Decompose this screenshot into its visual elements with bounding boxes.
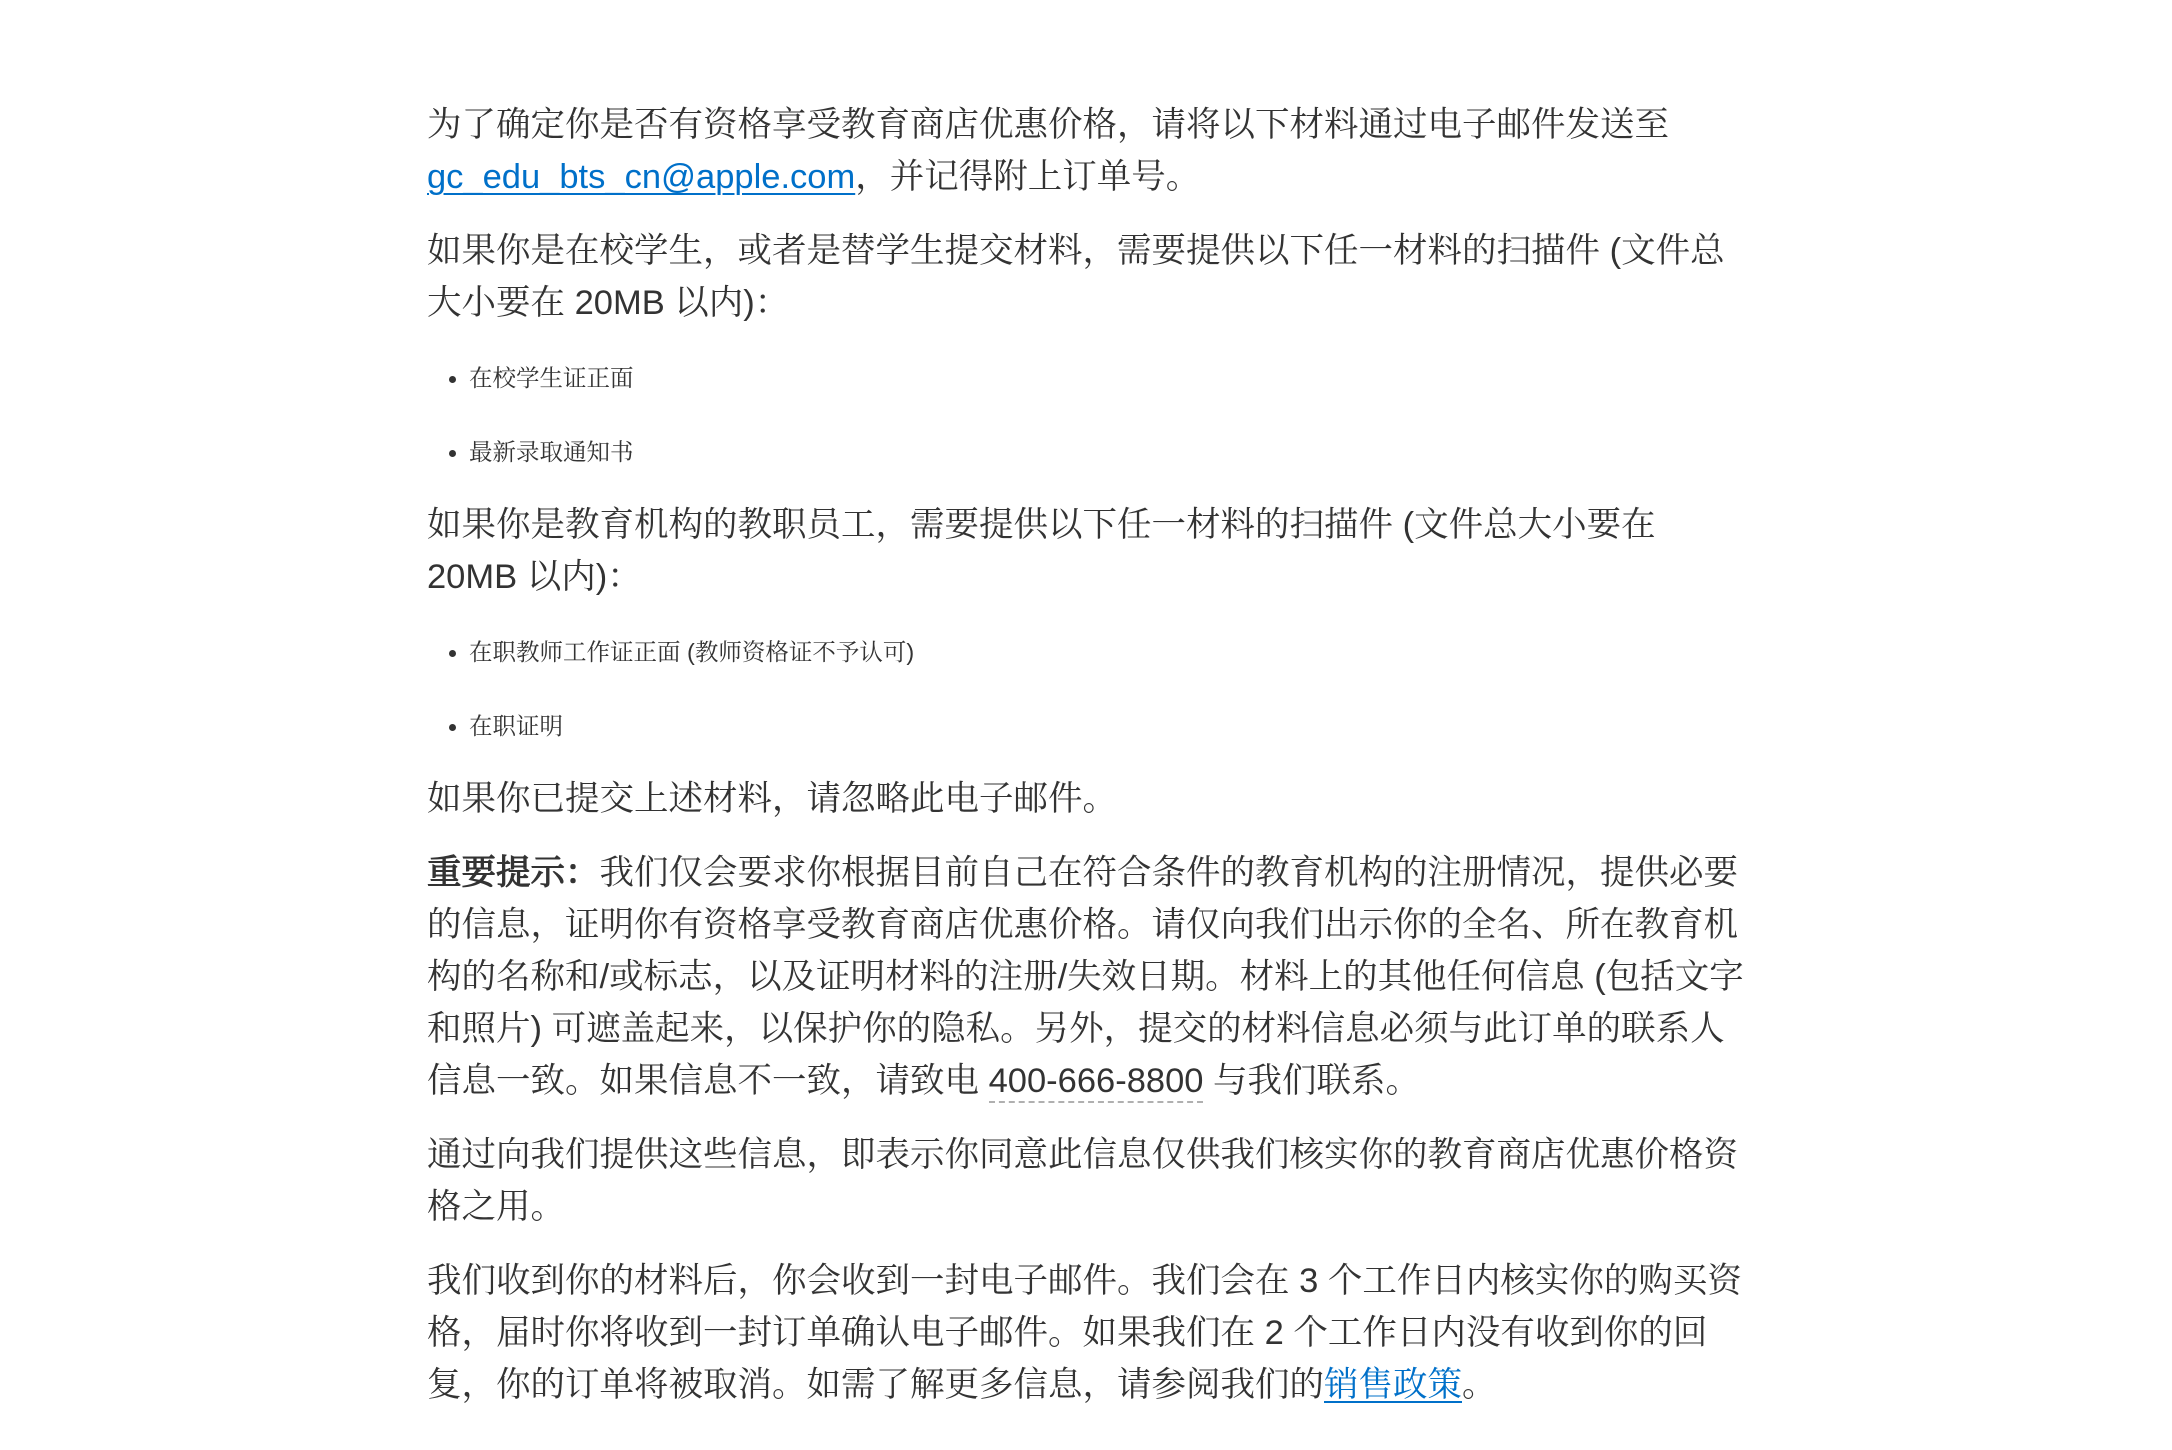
process-paragraph xyxy=(427,1255,1749,1411)
important-label: 重要提示： xyxy=(427,854,600,892)
intro-text: 为了确定你是否有资格享受教育商店优惠价格，请将以下材料通过电子邮件发送至 xyxy=(427,106,1669,144)
staff-list xyxy=(427,615,1749,763)
email-body xyxy=(427,99,1749,1433)
list-item: • 最新录取通知书 xyxy=(469,415,1749,489)
intro-text-after: ，并记得附上订单号。 xyxy=(855,158,1201,196)
students-paragraph: 如果你是在校学生，或者是替学生提交材料，需要提供以下任一材料的扫描件 (文件总大小要在 20MB 以内)： xyxy=(427,232,1725,322)
sales-policy-link[interactable]: 销售政策 xyxy=(1324,1366,1462,1404)
staff-paragraph: 如果你是教育机构的教职员工，需要提供以下任一材料的扫描件 (文件总大小要在 20MB 以内)： xyxy=(427,506,1656,596)
email-link[interactable]: gc_edu_bts_cn@apple.com xyxy=(427,158,856,196)
consent-paragraph: 通过向我们提供这些信息，即表示你同意此信息仅供我们核实你的教育商店优惠价格资格之用。 xyxy=(427,1136,1738,1226)
list-item: • 在职教师工作证正面 (教师资格证不予认可) xyxy=(469,615,1749,689)
list-item: • 在校学生证正面 xyxy=(469,341,1749,415)
process-text: 我们收到你的材料后，你会收到一封电子邮件。我们会在 3 个工作日内核实你的购买资格，届时你将收到一封订单确认电子邮件。如果我们在 2 个工作日内没有收到你的回复，你的订单将被取消。如需了解更多信息，请参阅我们的 xyxy=(427,1262,1742,1404)
important-text: 我们仅会要求你根据目前自己在符合条件的教育机构的注册情况，提供必要的信息，证明你有资格享受教育商店优惠价格。请仅向我们出示你的全名、所在教育机构的名称和/或标志，以及证明材料的注册/失效日期。材料上的其他任何信息 (包括文字和照片) 可遮盖起来，以保护你的隐私。另外，提交的材料信息必须与此订单的联系人信息一致。如果信息不一致，请致电 xyxy=(427,854,1744,1100)
important-paragraph xyxy=(427,847,1749,1107)
intro-paragraph xyxy=(427,99,1749,203)
list-item: • 在职证明 xyxy=(469,689,1749,763)
phone-link[interactable]: 400-666-8800 xyxy=(989,1062,1204,1103)
ignore-note: 如果你已提交上述材料，请忽略此电子邮件。 xyxy=(427,780,1117,818)
important-text-after: 与我们联系。 xyxy=(1203,1062,1421,1100)
students-list xyxy=(427,341,1749,489)
process-text-after: 。 xyxy=(1462,1366,1497,1404)
